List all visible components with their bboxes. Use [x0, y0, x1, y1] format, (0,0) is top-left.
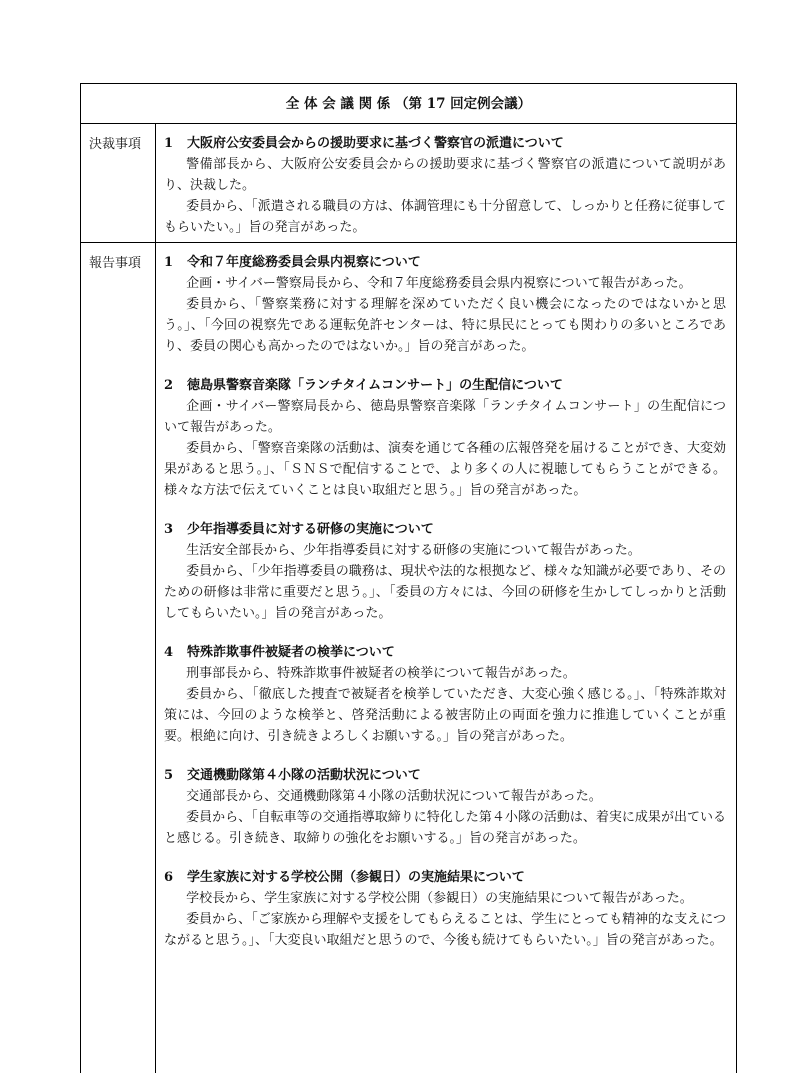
item-paragraph: 委員から、「自転車等の交通指導取締りに特化した第４小隊の活動は、着実に成果が出ていると感じる。引き続き、取締りの強化をお願いする。」旨の発言があった。 — [164, 810, 726, 846]
report-item — [164, 375, 726, 501]
item-heading — [164, 765, 726, 786]
item-paragraph: 企画・サイバー警察局長から、令和７年度総務委員会県内視察について報告があった。 — [186, 276, 692, 291]
report-item — [164, 642, 726, 747]
item-heading — [164, 375, 726, 396]
item-heading — [164, 133, 726, 154]
item-paragraph: 委員から、「派遣される職員の方は、体調管理にも十分留意して、しっかりと任務に従事してもらいたい。」旨の発言があった。 — [164, 199, 726, 235]
item-heading — [164, 252, 726, 273]
item-title: 大阪府公安委員会からの援助要求に基づく警察官の派遣について — [187, 136, 564, 151]
item-number: 5 — [164, 768, 174, 783]
item-number: 2 — [164, 378, 174, 393]
item-paragraph: 警備部長から、大阪府公安委員会からの援助要求に基づく警察官の派遣について説明があり、決裁した。 — [164, 157, 726, 193]
item-number: 3 — [164, 522, 174, 537]
item-heading — [164, 519, 726, 540]
item-paragraph: 学校長から、学生家族に対する学校公開（参観日）の実施結果について報告があった。 — [186, 891, 693, 906]
item-title: 徳島県警察音楽隊「ランチタイムコンサート」の生配信について — [187, 378, 563, 393]
item-paragraph: 委員から、「ご家族から理解や支援をしてもらえることは、学生にとっても精神的な支えにつながると思う。」、「大変良い取組だと思うので、今後も続けてもらいたい。」旨の発言があった。 — [164, 912, 726, 948]
section-label-report: 報告事項 — [81, 243, 156, 1073]
item-paragraph: 委員から、「警察業務に対する理解を深めていただく良い機会になったのではないかと思う。」、「今回の視察先である運転免許センターは、特に県民にとっても関わりの多いところであり、委員の関心も高かったのではないか。」旨の発言があった。 — [164, 297, 726, 354]
report-item — [164, 765, 726, 849]
item-paragraph: 委員から、「警察音楽隊の活動は、演奏を通じて各種の広報啓発を届けることができ、大変効果があると思う。」、「ＳＮＳで配信することで、より多くの人に視聴してもらうことができる。様々な方法で伝えていくことは良い取組だと思う。」旨の発言があった。 — [164, 441, 726, 498]
item-paragraph: 刑事部長から、特殊詐欺事件被疑者の検挙について報告があった。 — [186, 666, 576, 681]
report-item — [164, 519, 726, 624]
decision-items — [156, 124, 736, 242]
item-title: 少年指導委員に対する研修の実施について — [187, 522, 434, 537]
section-label-decision: 決裁事項 — [81, 124, 156, 242]
decision-section — [81, 124, 736, 243]
item-title: 交通機動隊第４小隊の活動状況について — [187, 768, 421, 783]
meeting-record-table — [80, 83, 737, 1073]
item-number: 4 — [164, 645, 174, 660]
item-heading — [164, 642, 726, 663]
item-paragraph: 委員から、「少年指導委員の職務は、現状や法的な根拠など、様々な知識が必要であり、そのための研修は非常に重要だと思う。」、「委員の方々には、今回の研修を生かしてしっかりと活動してもらいたい。」旨の発言があった。 — [164, 564, 726, 621]
report-item — [164, 252, 726, 357]
decision-item — [164, 133, 726, 238]
item-heading — [164, 867, 726, 888]
item-title: 令和７年度総務委員会県内視察について — [187, 255, 421, 270]
item-title: 特殊詐欺事件被疑者の検挙について — [187, 645, 395, 660]
document-title: 全 体 会 議 関 係 （第 17 回定例会議） — [81, 84, 736, 124]
item-paragraph: 企画・サイバー警察局長から、徳島県警察音楽隊「ランチタイムコンサート」の生配信について報告があった。 — [164, 399, 726, 435]
item-number: 6 — [164, 870, 174, 885]
item-paragraph: 生活安全部長から、少年指導委員に対する研修の実施について報告があった。 — [186, 543, 641, 558]
item-number: 1 — [164, 136, 174, 151]
item-paragraph: 交通部長から、交通機動隊第４小隊の活動状況について報告があった。 — [186, 789, 602, 804]
item-title: 学生家族に対する学校公開（参観日）の実施結果について — [187, 870, 525, 885]
item-paragraph: 委員から、「徹底した捜査で被疑者を検挙していただき、大変心強く感じる。」、「特殊詐欺対策には、今回のような検挙と、啓発活動による被害防止の両面を強力に推進していくことが重要。根絶に向け、引き続きよろしくお願いする。」旨の発言があった。 — [164, 687, 726, 744]
report-section — [81, 243, 736, 1073]
report-items — [156, 243, 736, 1073]
report-item — [164, 867, 726, 951]
item-number: 1 — [164, 255, 174, 270]
